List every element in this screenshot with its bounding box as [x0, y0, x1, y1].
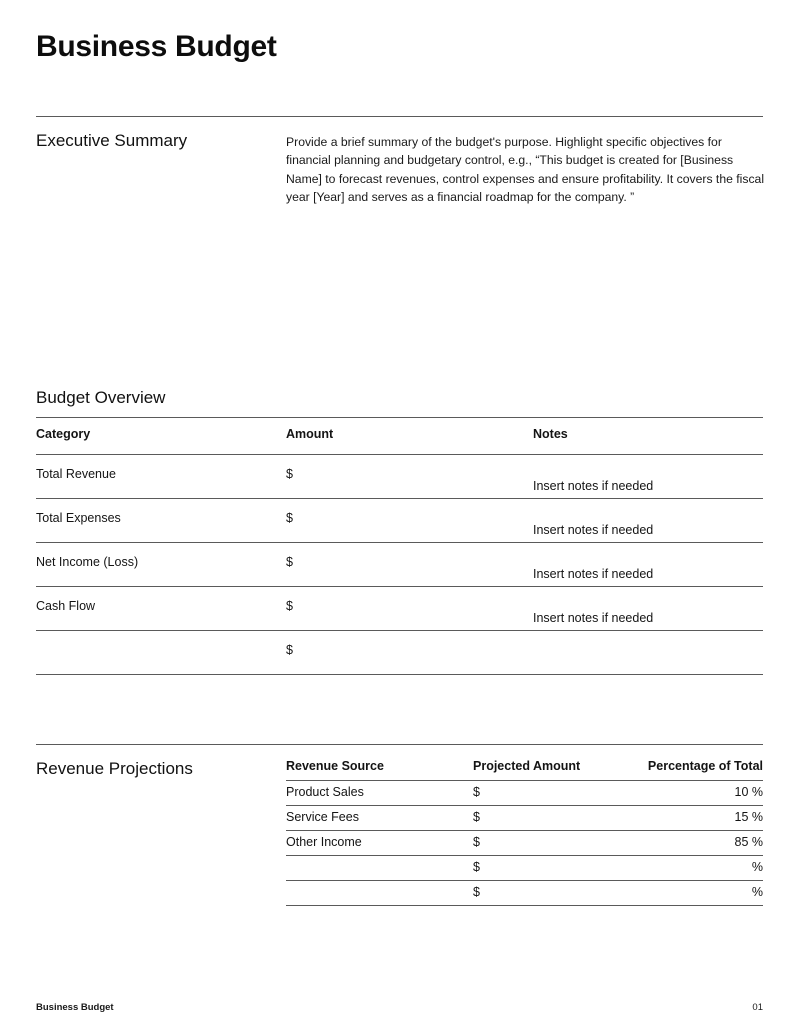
- column-header-projected-amount: Projected Amount: [473, 759, 581, 773]
- cell-percentage[interactable]: %: [751, 885, 763, 899]
- cell-projected-amount[interactable]: $: [473, 810, 480, 824]
- cell-notes[interactable]: Insert notes if needed: [533, 479, 654, 493]
- column-header-category: Category: [36, 427, 91, 441]
- executive-summary-body: Provide a brief summary of the budget's purpose. Highlight specific objectives for financial planning and budgetary control, e.g., “This budget is created for [Business Name] to forecast revenues, control expenses and ensure profitability. It covers the fiscal year [Year] and serves as a financial roadmap for the company. ”: [286, 135, 765, 204]
- cell-category: Total Expenses: [36, 511, 121, 525]
- budget-overview-heading: Budget Overview: [36, 388, 166, 407]
- cell-amount[interactable]: $: [286, 555, 293, 569]
- cell-notes[interactable]: Insert notes if needed: [533, 567, 654, 581]
- column-header-notes: Notes: [533, 427, 568, 441]
- column-header-percentage-of-total: Percentage of Total: [647, 759, 763, 773]
- table-row: [286, 881, 763, 905]
- table-row: [36, 499, 763, 542]
- table-row: [36, 543, 763, 586]
- table-row: [286, 781, 763, 805]
- cell-category: Cash Flow: [36, 599, 96, 613]
- cell-revenue-source: Service Fees: [286, 810, 359, 824]
- cell-category: Net Income (Loss): [36, 555, 139, 569]
- cell-amount[interactable]: $: [286, 599, 293, 613]
- cell-amount[interactable]: $: [286, 467, 293, 481]
- cell-amount[interactable]: $: [286, 643, 293, 657]
- footer-label: Business Budget: [36, 1002, 114, 1013]
- divider-above-revenue-projections: [36, 744, 763, 745]
- cell-revenue-source: Product Sales: [286, 785, 364, 799]
- column-header-revenue-source: Revenue Source: [286, 759, 384, 773]
- table-header-row: [286, 756, 763, 780]
- page-title: Business Budget: [36, 30, 277, 63]
- cell-projected-amount[interactable]: $: [473, 885, 480, 899]
- table-row: [36, 455, 763, 498]
- cell-projected-amount[interactable]: $: [473, 860, 480, 874]
- executive-summary-heading: Executive Summary: [36, 131, 188, 150]
- revenue-projections-heading: Revenue Projections: [36, 759, 193, 778]
- cell-notes[interactable]: Insert notes if needed: [533, 611, 654, 625]
- column-header-amount: Amount: [286, 427, 334, 441]
- cell-percentage[interactable]: 10 %: [734, 785, 763, 799]
- budget-overview-table: [36, 417, 763, 675]
- revenue-projections-table: [286, 756, 763, 906]
- table-row: [286, 856, 763, 880]
- footer-page-number: 01: [752, 1002, 763, 1013]
- cell-category: Total Revenue: [36, 467, 116, 481]
- divider-above-executive-summary: [36, 116, 763, 117]
- cell-percentage[interactable]: 15 %: [734, 810, 763, 824]
- table-row: [286, 806, 763, 830]
- cell-amount[interactable]: $: [286, 511, 293, 525]
- table-rule-bottom: [286, 905, 763, 906]
- table-row: [286, 831, 763, 855]
- cell-percentage[interactable]: %: [751, 860, 763, 874]
- cell-projected-amount[interactable]: $: [473, 785, 480, 799]
- table-row: [36, 631, 763, 674]
- table-header-row: [36, 418, 763, 454]
- cell-notes[interactable]: Insert notes if needed: [533, 523, 654, 537]
- table-rule-bottom: [36, 674, 763, 675]
- cell-revenue-source: Other Income: [286, 835, 362, 849]
- table-row: [36, 587, 763, 630]
- cell-percentage[interactable]: 85 %: [734, 835, 763, 849]
- cell-projected-amount[interactable]: $: [473, 835, 480, 849]
